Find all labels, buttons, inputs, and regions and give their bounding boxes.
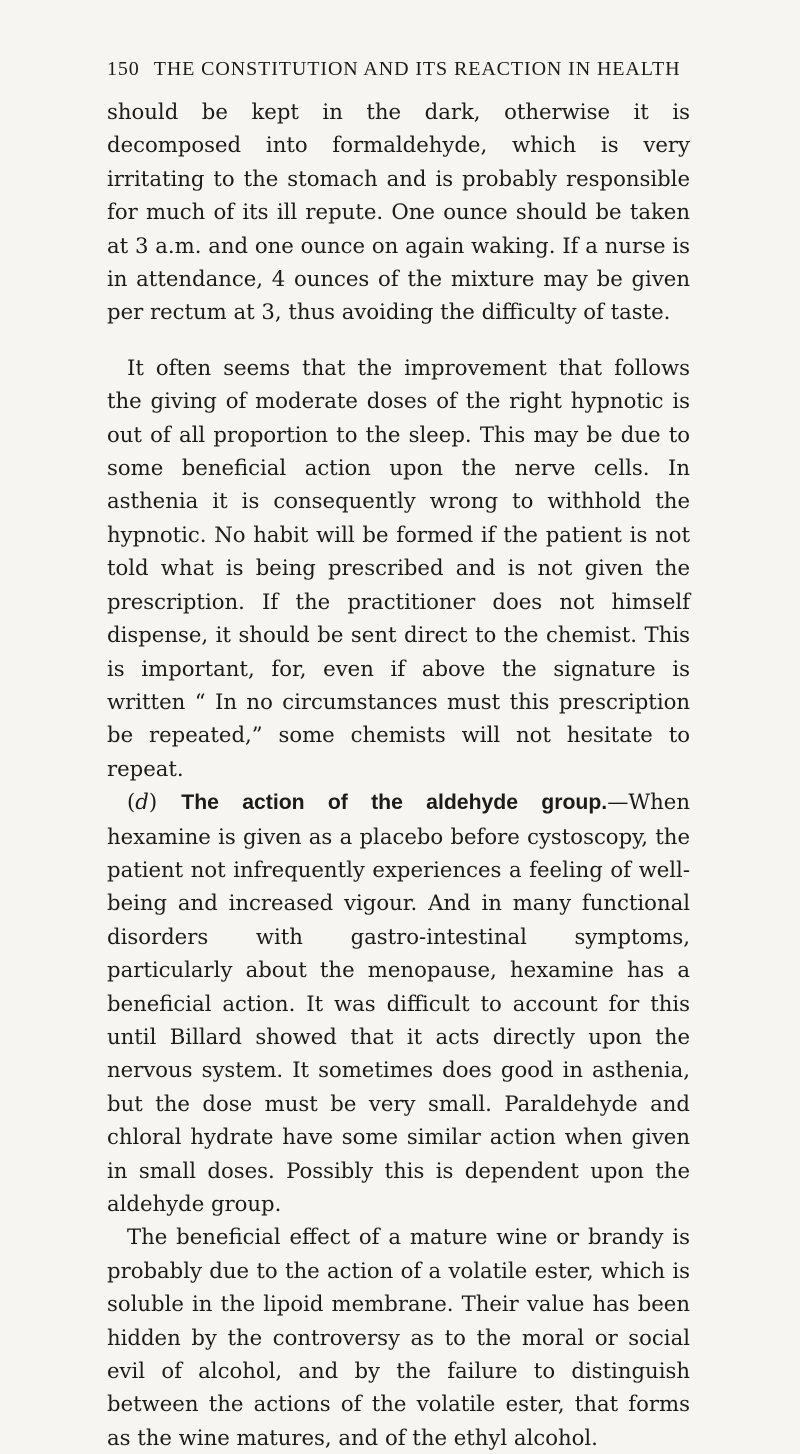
body-text [107, 95, 690, 1454]
section-heading: The action of the aldehyde group. [181, 791, 608, 815]
paragraph-hypnotic-improvement: It often seems that the improvement that follows the giving of moderate doses of the right hypnotic is out of all proportion to the sleep. This may be due to some beneficial action upon the nerve cells. In asthenia it is consequently wrong to withhold the hypnotic. No habit will be formed if the patient is not told what is being prescribed and is not given the prescription. If the practitioner does not himself dispense, it should be sent direct to the chemist. This is important, for, even if above the signature is written “ In no circumstances must this prescription be repeated,” some chemists will not hesitate to repeat. [107, 354, 690, 781]
running-title: THE CONSTITUTION AND ITS REACTION IN HEALTH [153, 58, 681, 80]
paragraph-aldehyde-group [107, 785, 690, 1220]
running-header [107, 58, 707, 81]
section-label-letter: d [135, 789, 149, 815]
section-text: —When hexamine is given as a placebo before cystoscopy, the patient not infrequently experiences a feeling of well-being and increased vigour. And in many functional disorders with gastro-intestinal symptoms, particularly about the menopause, hexamine has a beneficial action. It was difficult to account for this until Billard showed that it acts directly upon the nervous system. It sometimes does good in asthenia, but the dose must be very small. Paraldehyde and chloral hydrate have some similar action when given in small doses. Possibly this is dependent upon the aldehyde group. [107, 789, 690, 1216]
paragraph-continued: should be kept in the dark, otherwise it is decomposed into formaldehyde, which is very irritating to the stomach and is probably responsible for much of its ill repute. One ounce should be taken at 3 a.m. and one ounce on again waking. If a nurse is in attendance, 4 ounces of the mixture may be given per rectum at 3, thus avoiding the difficulty of taste. [107, 99, 690, 325]
paragraph-wine-ester: The beneficial effect of a mature wine or brandy is probably due to the action of a volatile ester, which is soluble in the lipoid membrane. Their value has been hidden by the controversy as to the moral or social evil of alcohol, and by the failure to distinguish between the actions of the volatile ester, that forms as the wine matures, and of the ethyl alcohol. [107, 1224, 690, 1450]
page-number: 150 [107, 58, 140, 80]
section-label-open: ( [127, 789, 136, 815]
section-label-close: ) [148, 789, 158, 815]
